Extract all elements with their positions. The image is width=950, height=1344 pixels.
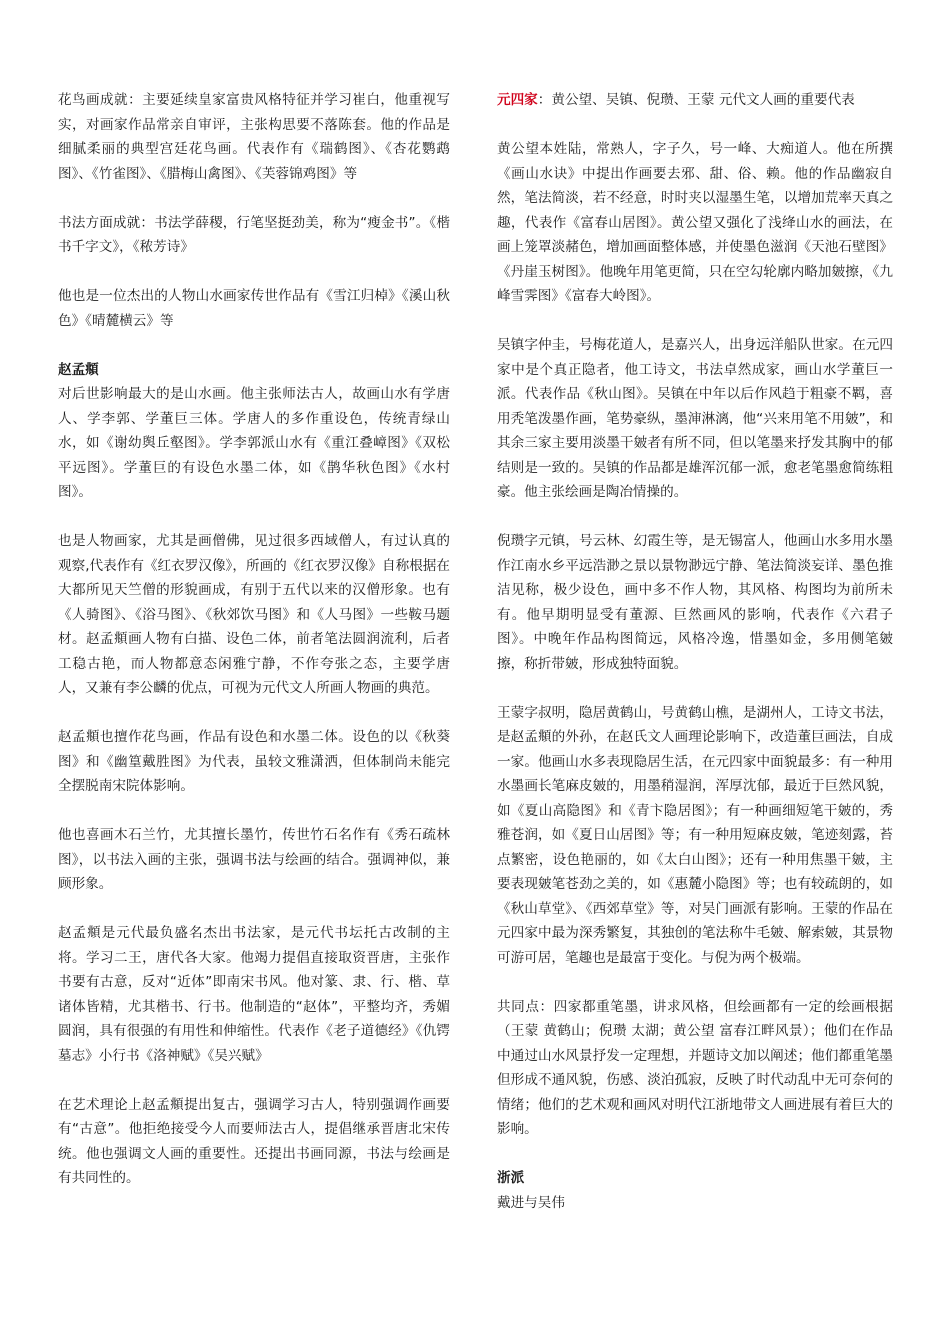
paragraph-calligraphy: 书法方面成就：书法学薛稷，行笔坚挺劲美，称为“瘦金书”。《楷书千字文》，《秾芳诗》 xyxy=(58,214,450,255)
paragraph-zhao-bamboo: 他也喜画木石兰竹，尤其擅长墨竹，传世竹石名作有《秀石疏林图》，以书法入画的主张，强调书法与绘画的结合。强调神似，兼顾形象。 xyxy=(58,827,450,892)
paragraph-zhao-landscape: 对后世影响最大的是山水画。他主张师法古人，故画山水有学唐人、学李郭、学董巨三体。学唐人的多作重设色，传统青绿山水，如《谢幼舆丘壑图》。学李郭派山水有《重江叠嶂图》《双松平远图》。学董巨的有设色水墨二体，如《鹊华秋色图》《水村图》。 xyxy=(58,386,450,500)
paragraph-zhao-theory: 在艺术理论上赵孟頫提出复古，强调学习古人，特别强调作画要有“古意”。他拒绝接受今人而要师法古人，提倡继承晋唐北宋传统。他也强调文人画的重要性。还提出书画同源，书法与绘画是有共同性的。 xyxy=(58,1096,450,1186)
paragraph-common-points: 共同点：四家都重笔墨，讲求风格，但绘画都有一定的绘画根据（王蒙 黄鹤山；倪瓒 太湖；黄公望 富春江畔风景）；他们在作品中通过山水风景抒发一定理想，并题诗文加以阐述；他们都重笔墨但形成不通风貌，伤感、淡泊孤寂，反映了时代动乱中无可奈何的情绪；他们的艺术观和画风对明代江浙地带文人画进展有着巨大的影响。 xyxy=(497,998,893,1137)
paragraph-wang-meng: 王蒙字叔明，隐居黄鹤山，号黄鹤山樵，是湖州人，工诗文书法，是赵孟頫的外孙，在赵氏文人画理论影响下，改造董巨画法，自成一家。他画山水多表现隐居生活，在元四家中面貌最多：有一种用水墨画长笔麻皮皴的，用墨稍湿润，浑厚沈郁，最近于巨然风貌，如《夏山高隐图》和《青卞隐居图》；有一种画细短笔干皴的，秀雅苍润，如《夏日山居图》等；有一种用短麻皮皴，笔迹刻露，苔点繁密，设色艳丽的，如《太白山图》；还有一种用焦墨干皴，主要表现皴笔苍劲之美的，如《惠麓小隐图》等；也有较疏朗的，如《秋山草堂》、《西郊草堂》等，对吴门画派有影响。王蒙的作品在元四家中最为深秀繁复，其独创的笔法称牛毛皴、解索皴，其景物可游可居，笔趣也是最富于变化。与倪为两个极端。 xyxy=(497,704,893,966)
heading-four-masters xyxy=(497,88,893,113)
heading-zhe-school: 浙派 xyxy=(497,1170,525,1186)
right-column xyxy=(497,88,893,1215)
left-column xyxy=(58,88,450,1191)
paragraph-zhao-calligraphy: 赵孟頫是元代最负盛名杰出书法家，是元代书坛托古改制的主将。学习二王，唐代各大家。他竭力提倡直接取资晋唐，主张作书要有古意，反对“近体”即南宋书风。他对篆、隶、行、楷、草诸体皆精，尤其楷书、行书。他制造的“赵体”，平整均齐，秀媚圆润，具有很强的有用性和伸缩性。代表作《老子道德经》《仇锷墓志》小行书《洛神赋》《吴兴赋》 xyxy=(58,925,450,1064)
heading-zhao-mengfu: 赵孟頫 xyxy=(58,361,99,378)
paragraph-landscape-works: 他也是一位杰出的人物山水画家传世作品有《雪江归棹》《溪山秋色》《晴麓横云》等 xyxy=(58,288,450,329)
paragraph-zhe-school: 戴进与吴伟 xyxy=(497,1194,565,1211)
four-masters-label: 元四家 xyxy=(497,92,538,108)
four-masters-description: ：黄公望、吴镇、倪瓒、王蒙 元代文人画的重要代表 xyxy=(537,92,855,108)
paragraph-bird-flower: 花鸟画成就：主要延续皇家富贵风格特征并学习崔白，他重视写实，对画家作品常亲自审评，主张构思要不落陈套。他的作品是细腻柔丽的典型宫廷花鸟画。代表作有《瑞鹤图》、《杏花鹦鹉图》、《竹雀图》、《腊梅山禽图》、《芙蓉锦鸡图》等 xyxy=(58,92,450,182)
paragraph-zhao-figure: 也是人物画家，尤其是画僧佛，见过很多西域僧人，有过认真的观察,代表作有《红衣罗汉像》，所画的《红衣罗汉像》自称根据在大都所见天竺僧的形貌画成，有别于五代以来的汉僧形象。也有《人骑图》、《浴马图》、《秋郊饮马图》和《人马图》一些鞍马题材。赵孟頫画人物有白描、设色二体，前者笔法圆润流利，后者工稳古艳，而人物都意态闲雅宁静，不作夸张之态，主要学唐人，又兼有李公麟的优点，可视为元代文人所画人物画的典范。 xyxy=(58,533,450,696)
paragraph-ni-zan: 倪瓒字元镇，号云林、幻霞生等，是无锡富人，他画山水多用水墨作江南水乡平远浩渺之景以景物渺远宁静、笔法简淡妄详、墨色推洁见称，极少设色，画中多不作人物，其风格、构图均为前所未有。他早期明显受有董源、巨然画风的影响，代表作《六君子图》。中晚年作品构图简远，风格冷逸，惜墨如金，多用侧笔皴擦，称折带皴，形成独特面貌。 xyxy=(497,533,893,672)
paragraph-zhao-bird-flower: 赵孟頫也擅作花鸟画，作品有设色和水墨二体。设色的以《秋葵图》和《幽篁戴胜图》为代表，虽较文雅潇洒，但体制尚未能完全摆脱南宋院体影响。 xyxy=(58,729,450,794)
paragraph-wu-zhen: 吴镇字仲圭，号梅花道人，是嘉兴人，出身远洋船队世家。在元四家中是个真正隐者，他工诗文，书法卓然成家，画山水学董巨一派。代表作品《秋山图》。吴镇在中年以后作风趋于粗豪不羁，喜用秃笔泼墨作画，笔势豪纵，墨渖淋漓，他“兴来用笔不用皴”，和其余三家主要用淡墨干皴者有所不同，但以笔墨来抒发其胸中的郁结则是一致的。吴镇的作品都是雄浑沉郁一派，愈老笔墨愈简练粗豪。他主张绘画是陶冶情操的。 xyxy=(497,337,893,500)
paragraph-huang-gongwang: 黄公望本姓陆，常熟人，字子久，号一峰、大痴道人。他在所撰《画山水诀》中提出作画要去邪、甜、俗、赖。他的作品幽寂自然，笔法简淡，若不经意，时时夹以湿墨生笔，以增加荒率天真之趣，代表作《富春山居图》。黄公望又强化了浅绛山水的画法，在画上笼罩淡赭色，增加画面整体感，并使墨色滋润《天池石壁图》《丹崖玉树图》。他晚年用笔更简，只在空勾轮廓内略加皴擦，《九峰雪霁图》《富春大岭图》。 xyxy=(497,141,893,304)
